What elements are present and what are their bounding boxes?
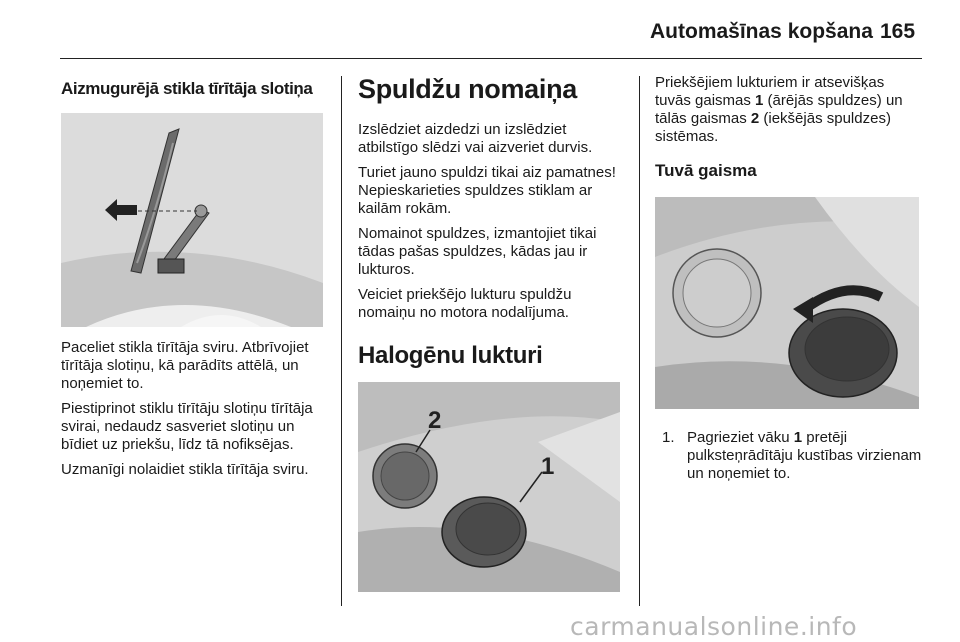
bulb-number: 1 bbox=[793, 429, 803, 446]
paragraph: Paceliet stikla tīrītāja sviru. Atbrīvojiet tīrītāja slotiņu, kā parādīts attēlā, un noņemiet to. bbox=[61, 339, 309, 392]
halogen-headlight-figure bbox=[358, 382, 620, 592]
step-text: pretēji pulksteņrādītāju kustības virzienam un noņemiet to. bbox=[687, 429, 922, 482]
bulb-number: 1 bbox=[755, 92, 764, 109]
paragraph: Uzmanīgi nolaidiet stikla tīrītāja sviru. bbox=[61, 461, 309, 478]
column-3 bbox=[655, 74, 923, 483]
step-text: Pagrieziet vāku bbox=[687, 429, 794, 446]
header-rule bbox=[60, 58, 922, 59]
callout-label-2: 2 bbox=[428, 407, 442, 434]
page-header bbox=[0, 0, 960, 60]
list-item bbox=[662, 429, 923, 483]
page-number: 165 bbox=[880, 20, 916, 43]
subheading-halogen-headlights: Halogēnu lukturi bbox=[358, 342, 543, 369]
steps-list bbox=[655, 429, 923, 483]
list-marker: 1. bbox=[662, 429, 675, 446]
paragraph: Nomainot spuldzes, izmantojiet tikai tādas pašas spuldzes, kādas jau ir lukturos. bbox=[358, 225, 597, 278]
column-divider bbox=[341, 76, 342, 606]
intro-text: (iekšējās spuldzes) sistēmas. bbox=[655, 110, 891, 145]
section-heading-bulb-replacement: Spuldžu nomaiņa bbox=[358, 74, 578, 104]
paragraph: Veiciet priekšējo lukturu spuldžu nomaiņu no motora nodalījuma. bbox=[358, 286, 572, 321]
callout-label-1: 1 bbox=[541, 453, 555, 480]
intro-text: Priekšējiem lukturiem ir atsevišķas tuvās gaismas bbox=[655, 74, 885, 109]
low-beam-cap-figure bbox=[655, 197, 919, 409]
column-2 bbox=[358, 74, 624, 592]
section-heading-wiper-blade: Aizmugurējā stikla tīrītāja slotiņa bbox=[61, 79, 313, 98]
subheading-low-beam: Tuvā gaisma bbox=[655, 161, 757, 180]
paragraph: Piestiprinot stiklu tīrītāju slotiņu tīrītāja svirai, nedaudz sasveriet slotiņu un bīdiet uz priekšu, līdz tā nofiksējas. bbox=[61, 400, 313, 453]
intro-text: (ārējās spuldzes) un tālās gaismas bbox=[655, 92, 903, 127]
column-1 bbox=[61, 74, 327, 486]
watermark: carmanualsonline.info bbox=[570, 612, 858, 641]
intro-paragraph bbox=[655, 74, 923, 146]
paragraph: Turiet jauno spuldzi tikai aiz pamatnes! Nepieskarieties spuldzes stiklam ar kailām rokām. bbox=[358, 164, 616, 217]
column-divider bbox=[639, 76, 640, 606]
bulb-number: 2 bbox=[750, 110, 760, 127]
paragraph: Izslēdziet aizdedzi un izslēdziet atbilstīgo slēdzi vai aizveriet durvis. bbox=[358, 121, 593, 156]
page-title: Automašīnas kopšana bbox=[650, 20, 873, 43]
wiper-blade-figure bbox=[61, 113, 323, 327]
